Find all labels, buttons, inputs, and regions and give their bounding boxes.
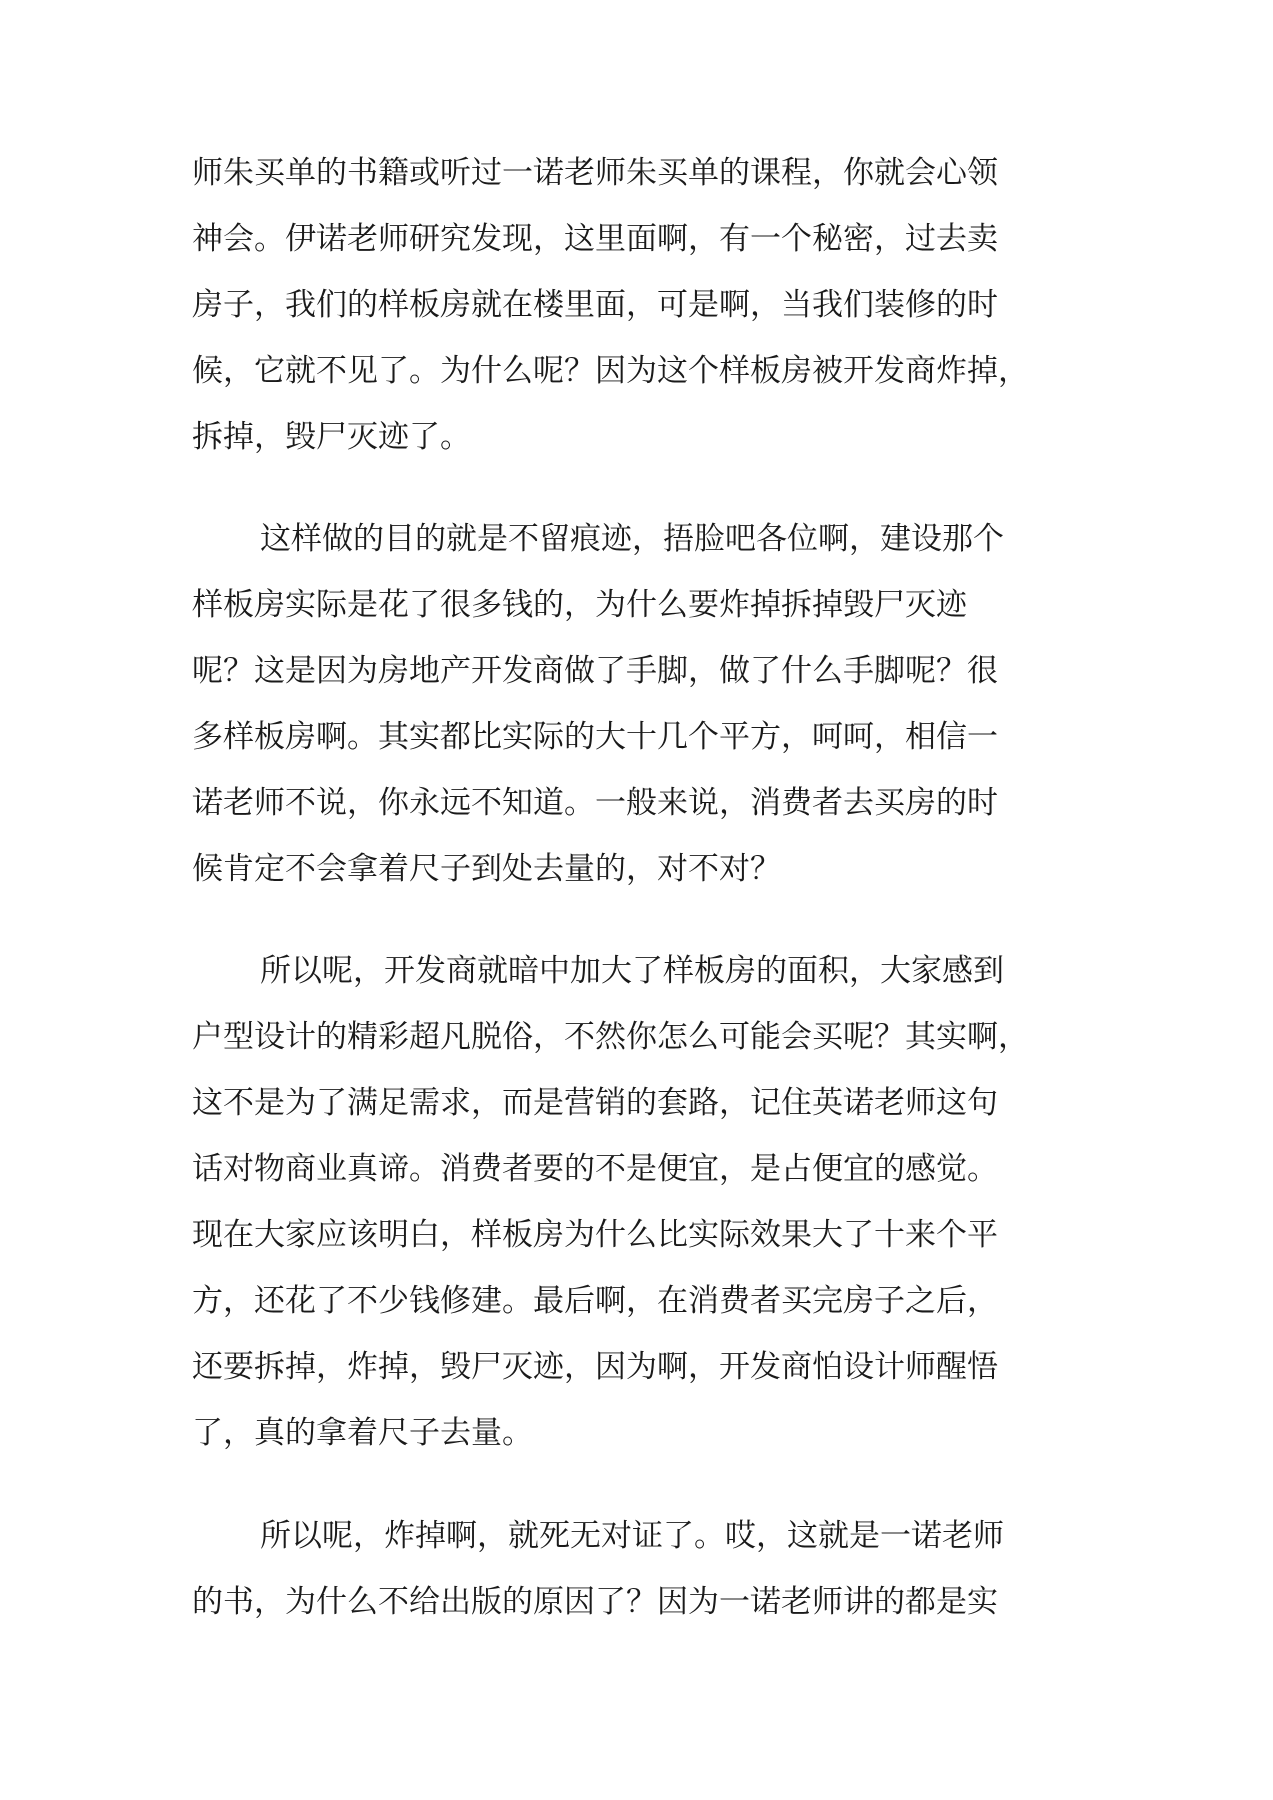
paragraph-line: 话对物商业真谛。消费者要的不是便宜，是占便宜的感觉。 bbox=[192, 1151, 998, 1187]
paragraph-line: 候肯定不会拿着尺子到处去量的，对不对？ bbox=[192, 851, 781, 887]
paragraph-3 bbox=[192, 938, 1092, 1466]
paragraph-first-line: 这样做的目的就是不留痕迹，捂脸吧各位啊，建设那个 bbox=[260, 521, 1004, 557]
paragraph-line: 拆掉，毁尸灭迹了。 bbox=[192, 419, 471, 455]
paragraph-4 bbox=[192, 1503, 1092, 1635]
paragraph-line: 户型设计的精彩超凡脱俗，不然你怎么可能会买呢？其实啊， bbox=[192, 1019, 1029, 1055]
paragraph-first-line: 所以呢，开发商就暗中加大了样板房的面积，大家感到 bbox=[260, 953, 1004, 989]
paragraph-first-line: 所以呢，炸掉啊，就死无对证了。哎，这就是一诺老师 bbox=[260, 1518, 1004, 1554]
paragraph-1 bbox=[192, 140, 1092, 470]
paragraph-line: 样板房实际是花了很多钱的，为什么要炸掉拆掉毁尸灭迹 bbox=[192, 587, 967, 623]
paragraph-line: 房子，我们的样板房就在楼里面，可是啊，当我们装修的时 bbox=[192, 287, 998, 323]
paragraph-line: 这不是为了满足需求，而是营销的套路，记住英诺老师这句 bbox=[192, 1085, 998, 1121]
paragraph-line: 诺老师不说，你永远不知道。一般来说，消费者去买房的时 bbox=[192, 785, 998, 821]
paragraph-line: 方，还花了不少钱修建。最后啊，在消费者买完房子之后， bbox=[192, 1283, 998, 1319]
paragraph-line: 的书，为什么不给出版的原因了？因为一诺老师讲的都是实 bbox=[192, 1584, 998, 1620]
paragraph-line: 候，它就不见了。为什么呢？因为这个样板房被开发商炸掉， bbox=[192, 353, 1029, 389]
paragraph-2 bbox=[192, 506, 1092, 902]
paragraph-line: 还要拆掉，炸掉，毁尸灭迹，因为啊，开发商怕设计师醒悟 bbox=[192, 1349, 998, 1385]
paragraph-line: 多样板房啊。其实都比实际的大十几个平方，呵呵，相信一 bbox=[192, 719, 998, 755]
paragraph-line: 现在大家应该明白，样板房为什么比实际效果大了十来个平 bbox=[192, 1217, 998, 1253]
paragraph-line: 了，真的拿着尺子去量。 bbox=[192, 1415, 533, 1451]
paragraph-line: 师朱买单的书籍或听过一诺老师朱买单的课程，你就会心领 bbox=[192, 155, 998, 191]
paragraph-line: 神会。伊诺老师研究发现，这里面啊，有一个秘密，过去卖 bbox=[192, 221, 998, 257]
paragraph-line: 呢？这是因为房地产开发商做了手脚，做了什么手脚呢？很 bbox=[192, 653, 998, 689]
